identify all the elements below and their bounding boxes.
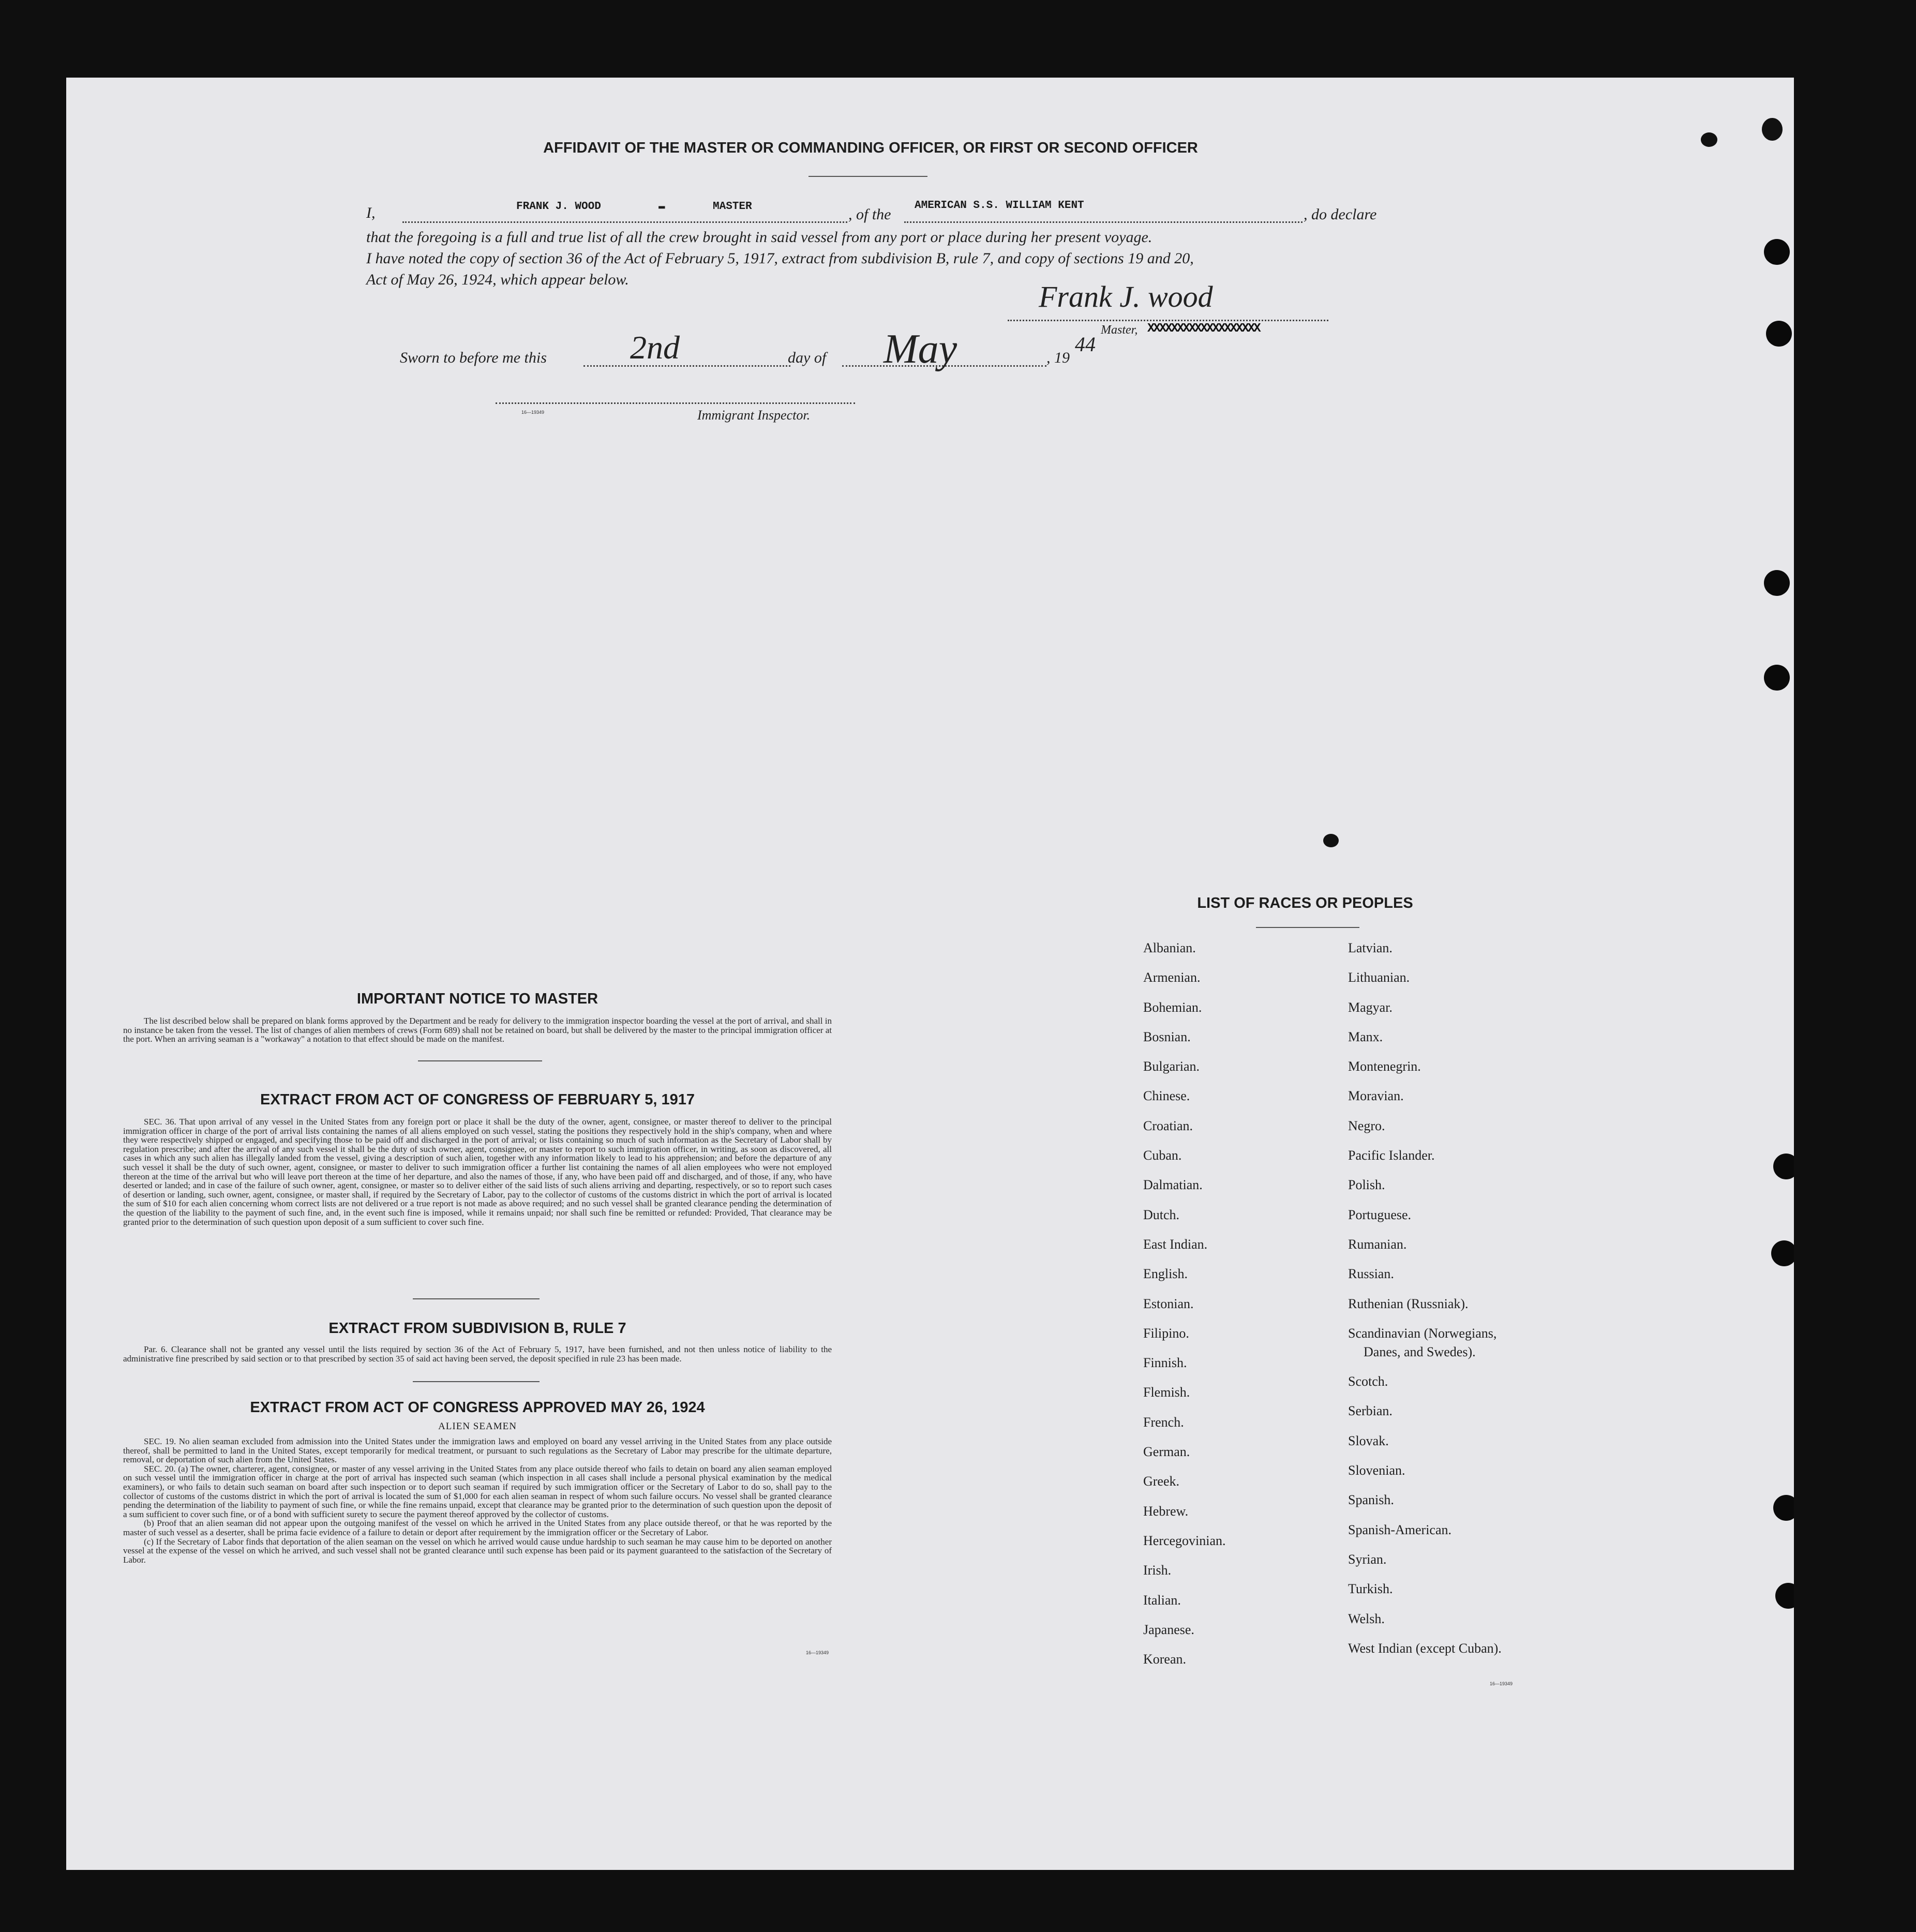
race-item: Croatian. bbox=[1143, 1118, 1193, 1133]
race-item: Pacific Islander. bbox=[1348, 1148, 1435, 1163]
sec-20a-paragraph: SEC. 20. (a) The owner, charterer, agent, consignee, or master of any vessel arriving in the United States from any place outside thereof who fails to detain on board any alien seaman employed on such vessel until the immigration officer in charge at the port of arrival has inspected such seaman (which inspection in all cases shall include a personal physical examination by the medical examiners), or who fails to detain such seaman on board after such inspection or to deport such seaman if required by such immigration officer or the Secretary of Labor to do so, shall pay to the collector of customs of the customs district in which the port of arrival is located the sum of $1,000 for each alien seaman in respect of whom such failure occurs. No vessel shall be granted clearance pending the determination of the liability to payment of such fine, or while the fine remains unpaid, except that clearance may be granted prior to the determination of such question upon the deposit of a sum sufficient to cover such fine, or of a bond with sufficient surety to secure the payment thereof approved by the collector of customs. bbox=[123, 1463, 832, 1519]
declaration-line-4: Act of May 26, 1924, which appear below. bbox=[366, 271, 629, 288]
binder-hole bbox=[1773, 1154, 1794, 1179]
race-item: Bulgarian. bbox=[1143, 1059, 1200, 1074]
race-item: Korean. bbox=[1143, 1652, 1187, 1667]
binder-hole bbox=[1764, 665, 1790, 691]
race-item: Scotch. bbox=[1348, 1374, 1388, 1389]
document-page bbox=[66, 78, 1794, 1870]
form-code: 16—19349 bbox=[806, 1650, 829, 1655]
race-item: Negro. bbox=[1348, 1118, 1385, 1133]
binder-hole bbox=[1773, 1495, 1794, 1521]
race-item: Flemish. bbox=[1143, 1385, 1190, 1400]
binder-hole bbox=[1775, 1583, 1794, 1609]
race-item: Slovak. bbox=[1348, 1433, 1389, 1448]
races-divider bbox=[1256, 927, 1359, 928]
races-column-1 bbox=[1143, 940, 1226, 1681]
vessel-blank bbox=[904, 221, 1303, 223]
master-name: FRANK J. WOOD bbox=[516, 201, 601, 213]
extract-rule7-title: EXTRACT FROM SUBDIVISION B, RULE 7 bbox=[328, 1320, 626, 1337]
race-item: Bohemian. bbox=[1143, 999, 1202, 1015]
race-item: Spanish. bbox=[1348, 1492, 1394, 1508]
race-item: Magyar. bbox=[1348, 999, 1393, 1015]
sworn-year: 44 bbox=[1075, 333, 1096, 356]
race-item: Dalmatian. bbox=[1143, 1177, 1203, 1193]
race-item: Filipino. bbox=[1143, 1325, 1189, 1341]
sec-20b-paragraph: (b) Proof that an alien seaman did not appear upon the outgoing manifest of the vessel on which he arrived in the United States from any place outside thereof, or that he was reported by the master of such vessel as a deserter, shall be prima facie evidence of a failure to detain or deport after requirement by the immigration officer or the Secretary of Labor. bbox=[123, 1518, 832, 1537]
race-item: Japanese. bbox=[1143, 1622, 1194, 1637]
form-code: 16—19349 bbox=[1490, 1681, 1513, 1686]
of-the-label: , of the bbox=[848, 206, 891, 223]
extract-1924-subtitle: ALIEN SEAMEN bbox=[438, 1421, 517, 1432]
race-item: West Indian (except Cuban). bbox=[1348, 1640, 1502, 1656]
year-prefix: , 19 bbox=[1046, 349, 1070, 366]
race-item: Lithuanian. bbox=[1348, 970, 1410, 985]
race-item: Italian. bbox=[1143, 1592, 1181, 1608]
section-divider bbox=[413, 1298, 540, 1299]
race-item: Syrian. bbox=[1348, 1551, 1387, 1567]
race-item: Estonian. bbox=[1143, 1296, 1194, 1311]
extract-rule7-body bbox=[123, 1345, 832, 1363]
race-item: East Indian. bbox=[1143, 1236, 1208, 1252]
master-label: Master, bbox=[1101, 323, 1138, 337]
ink-spot bbox=[1762, 118, 1783, 141]
race-item: English. bbox=[1143, 1266, 1188, 1282]
race-item: Spanish-American. bbox=[1348, 1522, 1452, 1537]
extract-1917-title: EXTRACT FROM ACT OF CONGRESS OF FEBRUARY 5, 1917 bbox=[260, 1091, 695, 1108]
ink-spot bbox=[1323, 834, 1339, 847]
ink-spot bbox=[1701, 132, 1717, 147]
race-item: Manx. bbox=[1348, 1029, 1383, 1044]
race-item: German. bbox=[1143, 1444, 1190, 1460]
section-divider bbox=[413, 1381, 540, 1382]
race-item: Serbian. bbox=[1348, 1403, 1393, 1419]
master-signature: Frank J. wood bbox=[1039, 280, 1213, 313]
race-item: Hebrew. bbox=[1143, 1503, 1189, 1519]
race-item: Dutch. bbox=[1143, 1207, 1180, 1222]
race-item: Bosnian. bbox=[1143, 1029, 1191, 1044]
sec-20c-paragraph: (c) If the Secretary of Labor finds that deportation of the alien seaman on the vessel on which he arrived would cause undue hardship to such seaman he may cause him to be deported on another vessel at the expense of the vessel on which he arrived, and such vessel shall not be granted clearance until such expense has been paid or its payment guaranteed to the satisfaction of the Secretary of Labor. bbox=[123, 1536, 832, 1565]
inspector-label: Immigrant Inspector. bbox=[697, 408, 811, 423]
title-divider bbox=[809, 176, 927, 177]
struck-out-title: XXXXXXXXXXXXXXXXXXX bbox=[1147, 322, 1260, 336]
declaration-line-3: I have noted the copy of section 36 of the Act of February 5, 1917, extract from subdivision B, rule 7, and copy of sections 19 and 20, bbox=[366, 250, 1194, 267]
extract-1924-body bbox=[123, 1437, 832, 1564]
name-blank bbox=[402, 221, 847, 223]
race-item: Latvian. bbox=[1348, 940, 1393, 955]
race-item: Finnish. bbox=[1143, 1355, 1187, 1371]
race-item: Irish. bbox=[1143, 1563, 1172, 1578]
vessel-name: AMERICAN S.S. WILLIAM KENT bbox=[915, 200, 1084, 212]
notice-body bbox=[123, 1016, 832, 1044]
par-6-paragraph: Par. 6. Clearance shall not be granted any vessel until the lists required by section 36 of the Act of February 5, 1917, have been furnished, and not then unless notice of liability to the administrative fine prescribed by said section or to that prescribed by section 35 of said act having been served, the deposit specified in rule 23 has been made. bbox=[123, 1344, 832, 1364]
binder-hole bbox=[1771, 1240, 1794, 1266]
race-item: French. bbox=[1143, 1414, 1184, 1430]
race-item: Danes, and Swedes). bbox=[1364, 1344, 1476, 1359]
day-of-label: day of bbox=[788, 349, 827, 366]
race-item: Moravian. bbox=[1348, 1088, 1404, 1104]
race-item: Polish. bbox=[1348, 1177, 1385, 1193]
extract-1917-body bbox=[123, 1117, 832, 1226]
declaration-line-2: that the foregoing is a full and true list of all the crew brought in said vessel from any port or place during her present voyage. bbox=[366, 229, 1152, 246]
master-rank: MASTER bbox=[713, 201, 752, 213]
sworn-day: 2nd bbox=[630, 329, 680, 366]
sworn-month: May bbox=[884, 326, 957, 372]
race-item: Turkish. bbox=[1348, 1581, 1393, 1597]
race-item: Scandinavian (Norwegians, bbox=[1348, 1325, 1497, 1341]
binder-hole bbox=[1764, 570, 1790, 596]
form-code: 16—19349 bbox=[521, 410, 545, 415]
race-item: Chinese. bbox=[1143, 1088, 1190, 1104]
races-column-2 bbox=[1348, 940, 1502, 1670]
sworn-label: Sworn to before me this bbox=[400, 349, 547, 366]
race-item: Montenegrin. bbox=[1348, 1059, 1421, 1074]
race-item: Portuguese. bbox=[1348, 1207, 1412, 1222]
signature-line bbox=[1008, 320, 1328, 321]
affidavit-title: AFFIDAVIT OF THE MASTER OR COMMANDING OFFICER, OR FIRST OR SECOND OFFICER bbox=[543, 140, 1198, 156]
notice-paragraph: The list described below shall be prepared on blank forms approved by the Department and be ready for delivery to the immigration inspector boarding the vessel at the port of arrival, and shall in no instance be taken from the vessel. The list of changes of alien members of crews (Form 689) shall not be retained on board, but shall be delivered by the master to the principal immigration officer at the port. When an arriving seaman is a "workaway" a notation to that effect should be made on the manifest. bbox=[123, 1016, 832, 1044]
section-36-paragraph: SEC. 36. That upon arrival of any vessel in the United States from any foreign port or place it shall be the duty of the owner, agent, consignee, or master thereof to deliver to the principal immigration officer in charge of the port of arrival lists containing the names of all aliens employed on such vessel, stating the positions they respectively hold in the ship's company, when and where they were respectively shipped or engaged, and specifying those to be paid off and discharged in the port of arrival; or lists containing so much of such information as the Secretary of Labor shall by regulation prescribe; and after the arrival of any such vessel it shall be the duty of such owner, agent, consignee, or master to report to such immigration officer, in writing, as soon as discovered, all cases in which any such alien has illegally landed from the vessel, giving a description of such alien, together with any information likely to lead to his apprehension; and before the departure of any such vessel it shall be the duty of such owner, agent, consignee, or master to deliver to such immigration officer a further list containing the names of all alien employees who were not employed thereon at the time of the arrival but who will leave port thereon at the time of her departure, and also the names of those, if any, who have been paid off and discharged, and of those, if any, who have deserted or landed; and in case of the failure of such owner, agent, consignee, or master so to deliver either of the said lists of such aliens arriving and departing, respectively, or so to report such cases of desertion or landing, such owner, agent, consignee, or master shall, if required by the Secretary of Labor, pay to the collector of customs of the customs district in which the port of arrival is located the sum of $10 for each alien concerning whom correct lists are not delivered or a true report is not made as above required; and no such vessel shall be granted clearance pending the determination of the question of the liability to the payment of such fine, and, in the event such fine is imposed, while it remains unpaid; nor shall such fine be remitted or refunded: Provided, That clearance may be granted prior to the determination of such question upon deposit of a sum sufficient to cover such fine. bbox=[123, 1117, 832, 1227]
race-item: Welsh. bbox=[1348, 1611, 1385, 1626]
race-item: Greek. bbox=[1143, 1474, 1180, 1489]
binder-hole bbox=[1764, 239, 1790, 265]
race-item: Russian. bbox=[1348, 1266, 1394, 1282]
sec-19-paragraph: SEC. 19. No alien seaman excluded from admission into the United States under the immigration laws and employed on board any vessel arriving in the United States from any place outside thereof, shall be permitted to land in the United States, except temporarily for medical treatment, or pursuant to such regulations as the Secretary of Labor may prescribe for the ultimate departure, removal, or deportation of such alien from the United States. bbox=[123, 1436, 832, 1465]
race-item: Albanian. bbox=[1143, 940, 1196, 955]
sworn-day-blank bbox=[583, 365, 790, 367]
races-title: LIST OF RACES OR PEOPLES bbox=[1197, 895, 1413, 911]
notice-title: IMPORTANT NOTICE TO MASTER bbox=[356, 991, 598, 1007]
separator-dash: ▬ bbox=[658, 201, 665, 213]
race-item: Ruthenian (Russniak). bbox=[1348, 1296, 1469, 1311]
race-item: Slovenian. bbox=[1348, 1463, 1405, 1478]
race-item: Cuban. bbox=[1143, 1148, 1182, 1163]
extract-1924-title: EXTRACT FROM ACT OF CONGRESS APPROVED MAY 26, 1924 bbox=[250, 1399, 705, 1416]
section-divider bbox=[418, 1060, 542, 1061]
do-declare-label: , do declare bbox=[1304, 206, 1377, 223]
binder-hole bbox=[1766, 321, 1792, 347]
race-item: Armenian. bbox=[1143, 970, 1201, 985]
race-item: Rumanian. bbox=[1348, 1236, 1407, 1252]
affidavit-pronoun: I, bbox=[366, 204, 376, 221]
race-item: Hercegovinian. bbox=[1143, 1533, 1226, 1548]
inspector-signature-line bbox=[496, 402, 855, 404]
